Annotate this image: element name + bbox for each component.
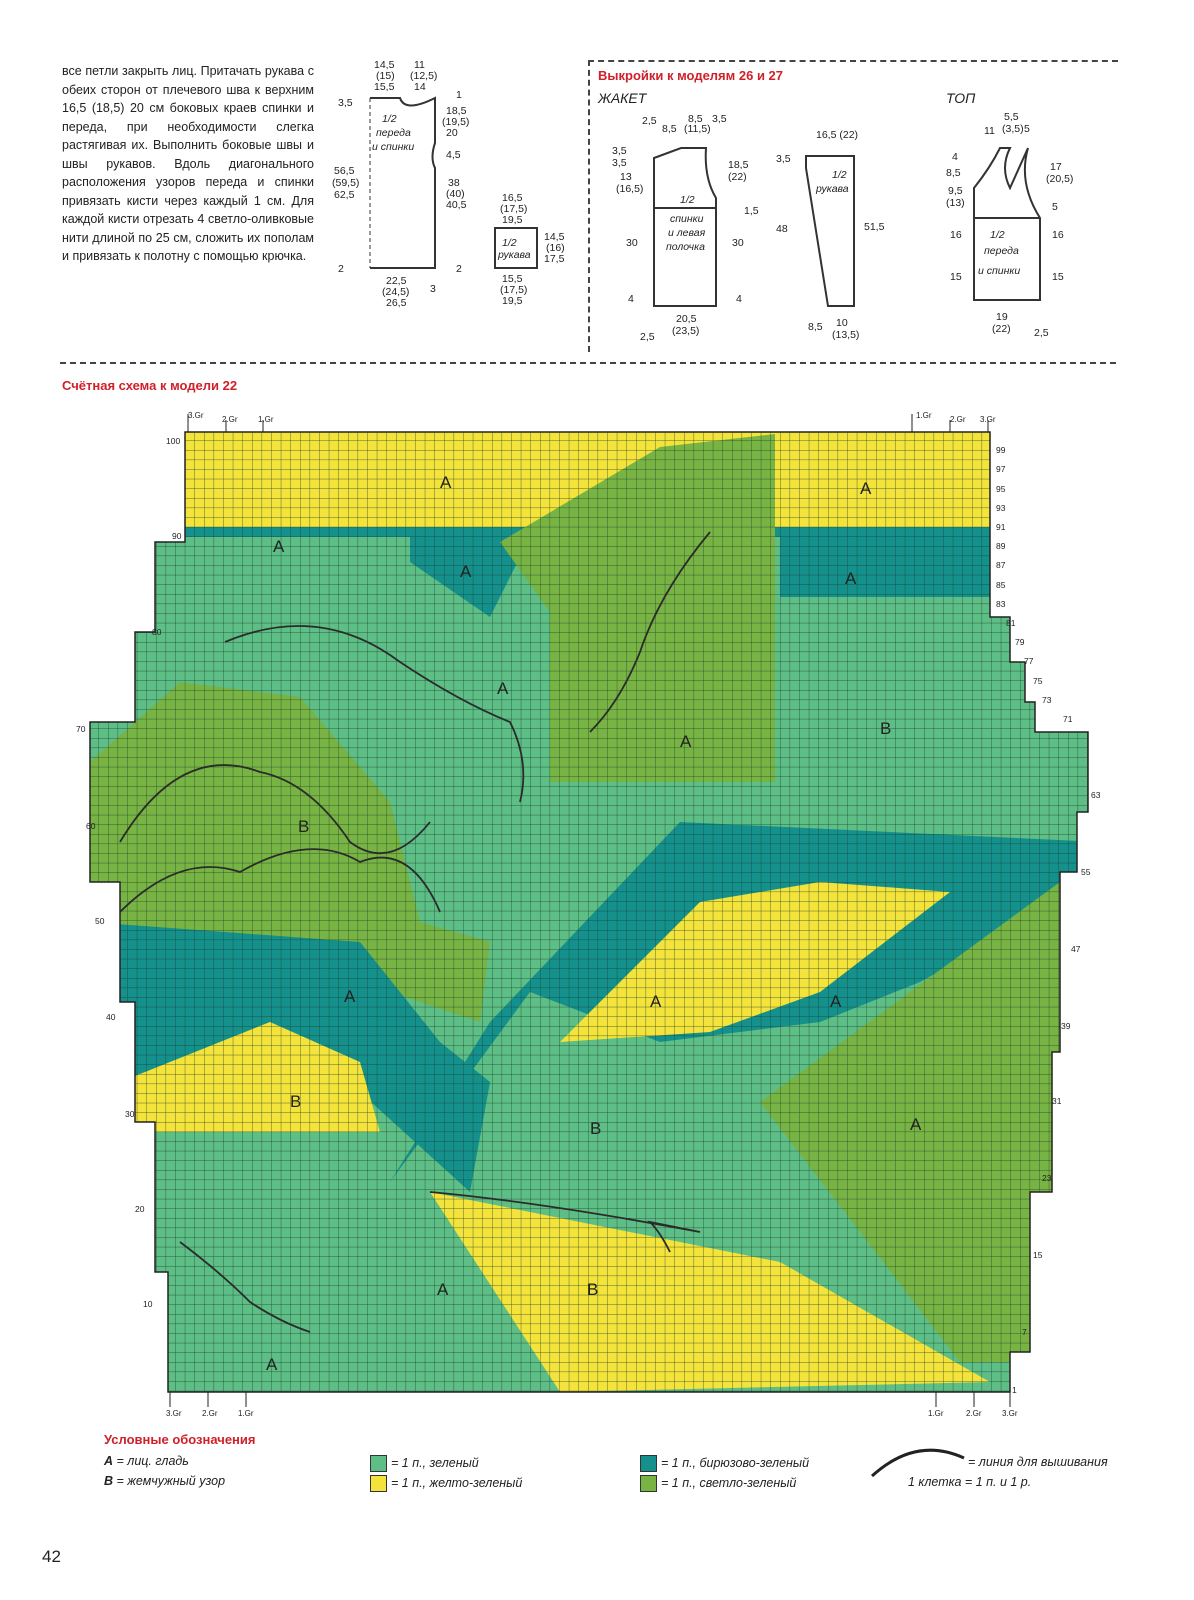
svg-text:A: A: [273, 537, 285, 556]
swatch-lightgreen: [640, 1475, 657, 1492]
svg-text:18,5: 18,5: [728, 159, 749, 171]
meas: 20: [446, 127, 458, 139]
svg-text:5: 5: [1052, 201, 1058, 213]
svg-text:A: A: [650, 992, 662, 1011]
svg-text:5,5: 5,5: [1004, 111, 1019, 123]
meas: 19,5: [502, 295, 523, 307]
svg-text:93: 93: [996, 503, 1006, 513]
svg-text:91: 91: [996, 522, 1006, 532]
legend-yellow: = 1 п., желто-зеленый: [370, 1475, 522, 1492]
embroidery-line-icon: [868, 1440, 968, 1480]
svg-text:99: 99: [996, 445, 1006, 455]
meas: 11: [414, 59, 425, 71]
svg-text:47: 47: [1071, 944, 1081, 954]
instructions-text: все петли закрыть лиц. Притачать рукава с обеих сторон от плечевого шва к верхним 16,5 (18,5) 20 см боковых краев спинки и переда, при необходимости слегка растягивая их. Выполнить боковые швы и швы рукавов. Вдоль диагонального расположения узоров переда и спинки привязать кисти через каждый 1 см. Для каждой кисти отрезать 4 светло-оливковые нити длиной по 25 см, сложить их пополам и привязать к полотну с помощью крючка.: [62, 64, 314, 263]
meas: 2: [456, 263, 462, 275]
meas: 3,5: [338, 97, 353, 109]
svg-text:B: B: [880, 719, 892, 738]
pattern-left: [330, 58, 580, 318]
svg-text:(16,5): (16,5): [616, 183, 644, 195]
svg-text:100: 100: [166, 436, 181, 446]
meas: 19,5: [502, 214, 523, 226]
meas: 40,5: [446, 199, 467, 211]
jacket-title: ЖАКЕТ: [598, 90, 647, 106]
page-number: 42: [42, 1547, 61, 1566]
svg-text:15: 15: [950, 271, 962, 283]
swatch-teal: [640, 1455, 657, 1472]
pattern-top: [940, 108, 1090, 338]
svg-text:30: 30: [732, 237, 744, 249]
svg-text:20: 20: [135, 1204, 145, 1214]
meas: (59,5): [332, 177, 360, 189]
svg-text:(23,5): (23,5): [672, 325, 700, 337]
svg-text:10: 10: [143, 1299, 153, 1309]
meas: 17,5: [544, 253, 565, 265]
svg-text:11: 11: [984, 125, 995, 137]
svg-text:спинки: спинки: [670, 213, 704, 225]
svg-text:51,5: 51,5: [864, 221, 885, 233]
svg-text:3.Gr: 3.Gr: [1002, 1409, 1018, 1418]
svg-text:19: 19: [996, 311, 1008, 323]
svg-text:4: 4: [952, 151, 958, 163]
top-title: ТОП: [946, 90, 976, 106]
svg-text:A: A: [344, 987, 356, 1006]
legend-a: A = лиц. гладь: [104, 1454, 189, 1468]
svg-text:89: 89: [996, 541, 1006, 551]
svg-text:2.Gr: 2.Gr: [222, 415, 238, 424]
svg-text:A: A: [437, 1280, 449, 1299]
meas: 15,5: [502, 273, 523, 285]
chart-grid: [60, 402, 1120, 1422]
svg-text:(20,5): (20,5): [1046, 173, 1074, 185]
svg-text:B: B: [298, 817, 310, 836]
svg-text:2,5: 2,5: [640, 331, 655, 343]
svg-text:1.Gr: 1.Gr: [916, 411, 932, 420]
svg-text:1.Gr: 1.Gr: [258, 415, 274, 424]
meas: (16): [546, 242, 565, 254]
svg-text:71: 71: [1063, 714, 1073, 724]
svg-text:1/2: 1/2: [832, 169, 847, 181]
svg-text:60: 60: [86, 821, 96, 831]
section-title: Выкройки к моделям 26 и 27: [598, 68, 784, 83]
svg-text:A: A: [440, 473, 452, 492]
svg-text:16: 16: [950, 229, 962, 241]
svg-text:4: 4: [628, 293, 634, 305]
svg-text:переда: переда: [984, 245, 1019, 257]
meas: (15): [376, 70, 395, 82]
svg-text:1.Gr: 1.Gr: [928, 1409, 944, 1418]
svg-text:(22): (22): [992, 323, 1011, 335]
svg-text:48: 48: [776, 223, 788, 235]
meas: 4,5: [446, 149, 461, 161]
svg-text:(22): (22): [728, 171, 747, 183]
svg-text:2.Gr: 2.Gr: [966, 1409, 982, 1418]
svg-text:10: 10: [836, 317, 848, 329]
svg-text:3.Gr: 3.Gr: [980, 415, 996, 424]
chart-title: Счётная схема к модели 22: [62, 378, 238, 393]
svg-text:79: 79: [1015, 637, 1025, 647]
svg-text:8,5: 8,5: [808, 321, 823, 333]
svg-text:20,5: 20,5: [676, 313, 697, 325]
svg-text:55: 55: [1081, 867, 1091, 877]
svg-text:2,5: 2,5: [642, 115, 657, 127]
meas: 1: [456, 89, 462, 101]
svg-text:2,5: 2,5: [1034, 327, 1049, 338]
svg-text:1.Gr: 1.Gr: [238, 1409, 254, 1418]
svg-text:1/2: 1/2: [680, 194, 695, 206]
svg-text:A: A: [910, 1115, 922, 1134]
sleeve-label-2: рукава: [498, 249, 531, 261]
meas: 62,5: [334, 189, 355, 201]
svg-text:3.Gr: 3.Gr: [166, 1409, 182, 1418]
top-body-outline: [974, 148, 1040, 300]
svg-text:8,5: 8,5: [662, 123, 677, 135]
svg-text:A: A: [845, 569, 857, 588]
svg-text:3.Gr: 3.Gr: [188, 411, 204, 420]
swatch-green: [370, 1455, 387, 1472]
svg-text:B: B: [290, 1092, 302, 1111]
meas: 2: [338, 263, 344, 275]
svg-text:81: 81: [1006, 618, 1016, 628]
svg-text:B: B: [590, 1119, 602, 1138]
meas: (12,5): [410, 70, 438, 82]
svg-text:(13,5): (13,5): [832, 329, 860, 341]
body-label-2: переда: [376, 127, 411, 139]
svg-text:1: 1: [1012, 1385, 1017, 1395]
legend-title: Условные обозначения: [104, 1432, 256, 1447]
svg-text:39: 39: [1061, 1021, 1071, 1031]
svg-text:4: 4: [736, 293, 742, 305]
svg-text:1/2: 1/2: [990, 229, 1005, 241]
svg-text:73: 73: [1042, 695, 1052, 705]
meas: 14: [414, 81, 426, 93]
svg-text:и левая: и левая: [668, 227, 706, 239]
svg-text:97: 97: [996, 464, 1006, 474]
svg-text:3,5: 3,5: [776, 153, 791, 165]
svg-text:7: 7: [1022, 1327, 1027, 1337]
svg-text:95: 95: [996, 484, 1006, 494]
svg-text:и спинки: и спинки: [978, 265, 1021, 277]
svg-text:83: 83: [996, 599, 1006, 609]
svg-text:8,5: 8,5: [946, 167, 961, 179]
meas: 38: [448, 177, 460, 189]
jacket-sleeve-outline: [806, 156, 854, 306]
body-label-3: и спинки: [372, 141, 415, 153]
svg-text:90: 90: [172, 531, 182, 541]
svg-text:50: 50: [95, 916, 105, 926]
swatch-yellow: [370, 1475, 387, 1492]
svg-text:(3,5): (3,5): [1002, 123, 1024, 135]
body-outline: [370, 98, 435, 268]
legend-line: = линия для вышивания: [968, 1455, 1108, 1469]
meas: 14,5: [374, 59, 395, 71]
meas: 15,5: [374, 81, 395, 93]
svg-text:3,5: 3,5: [712, 113, 727, 125]
svg-text:77: 77: [1024, 656, 1034, 666]
svg-text:5: 5: [1024, 123, 1030, 135]
svg-text:31: 31: [1052, 1096, 1062, 1106]
svg-text:(13): (13): [946, 197, 965, 209]
legend-b: B = жемчужный узор: [104, 1474, 226, 1488]
svg-text:(11,5): (11,5): [684, 123, 711, 135]
svg-text:63: 63: [1091, 790, 1101, 800]
body-label-1: 1/2: [382, 113, 397, 125]
svg-text:15: 15: [1033, 1250, 1043, 1260]
svg-text:3,5: 3,5: [612, 145, 627, 157]
svg-text:8,5: 8,5: [688, 113, 703, 125]
legend-teal: = 1 п., бирюзово-зеленый: [640, 1455, 809, 1472]
svg-text:85: 85: [996, 580, 1006, 590]
meas: 26,5: [386, 297, 407, 309]
svg-text:15: 15: [1052, 271, 1064, 283]
svg-text:9,5: 9,5: [948, 185, 963, 197]
legend-green: = 1 п., зеленый: [370, 1455, 479, 1472]
meas: 56,5: [334, 165, 355, 177]
svg-text:рукава: рукава: [816, 183, 849, 195]
svg-text:30: 30: [626, 237, 638, 249]
meas: (17,5): [500, 203, 528, 215]
svg-text:87: 87: [996, 560, 1006, 570]
svg-text:16,5 (22): 16,5 (22): [816, 129, 859, 141]
separator: [60, 362, 1116, 364]
svg-text:30: 30: [125, 1109, 135, 1119]
sleeve-label-1: 1/2: [502, 237, 517, 249]
svg-text:A: A: [680, 732, 692, 751]
svg-text:16: 16: [1052, 229, 1064, 241]
svg-text:2.Gr: 2.Gr: [202, 1409, 218, 1418]
svg-text:A: A: [860, 479, 872, 498]
svg-text:40: 40: [106, 1012, 116, 1022]
svg-text:3,5: 3,5: [612, 157, 627, 169]
meas: (40): [446, 188, 465, 200]
knitting-chart: [60, 402, 1120, 1422]
svg-text:80: 80: [152, 627, 162, 637]
svg-text:75: 75: [1033, 676, 1043, 686]
svg-text:B: B: [587, 1280, 599, 1299]
svg-text:A: A: [830, 992, 842, 1011]
meas: 14,5: [544, 231, 565, 243]
meas: 3: [430, 283, 436, 295]
meas: (24,5): [382, 286, 410, 298]
svg-text:13: 13: [620, 171, 632, 183]
svg-text:A: A: [460, 562, 472, 581]
svg-text:A: A: [266, 1355, 278, 1374]
pattern-jacket: [596, 108, 896, 348]
svg-text:70: 70: [76, 724, 86, 734]
svg-text:17: 17: [1050, 161, 1062, 173]
legend-lightgreen: = 1 п., светло-зеленый: [640, 1475, 796, 1492]
svg-text:23: 23: [1042, 1173, 1052, 1183]
svg-text:1,5: 1,5: [744, 205, 759, 217]
meas: 16,5: [502, 192, 523, 204]
svg-text:полочка: полочка: [666, 241, 705, 253]
svg-text:A: A: [497, 679, 509, 698]
meas: 18,5: [446, 105, 467, 117]
meas: (19,5): [442, 116, 470, 128]
meas: (17,5): [500, 284, 528, 296]
legend-cell: 1 клетка = 1 п. и 1 р.: [908, 1475, 1032, 1489]
svg-text:2.Gr: 2.Gr: [950, 415, 966, 424]
meas: 22,5: [386, 275, 407, 287]
